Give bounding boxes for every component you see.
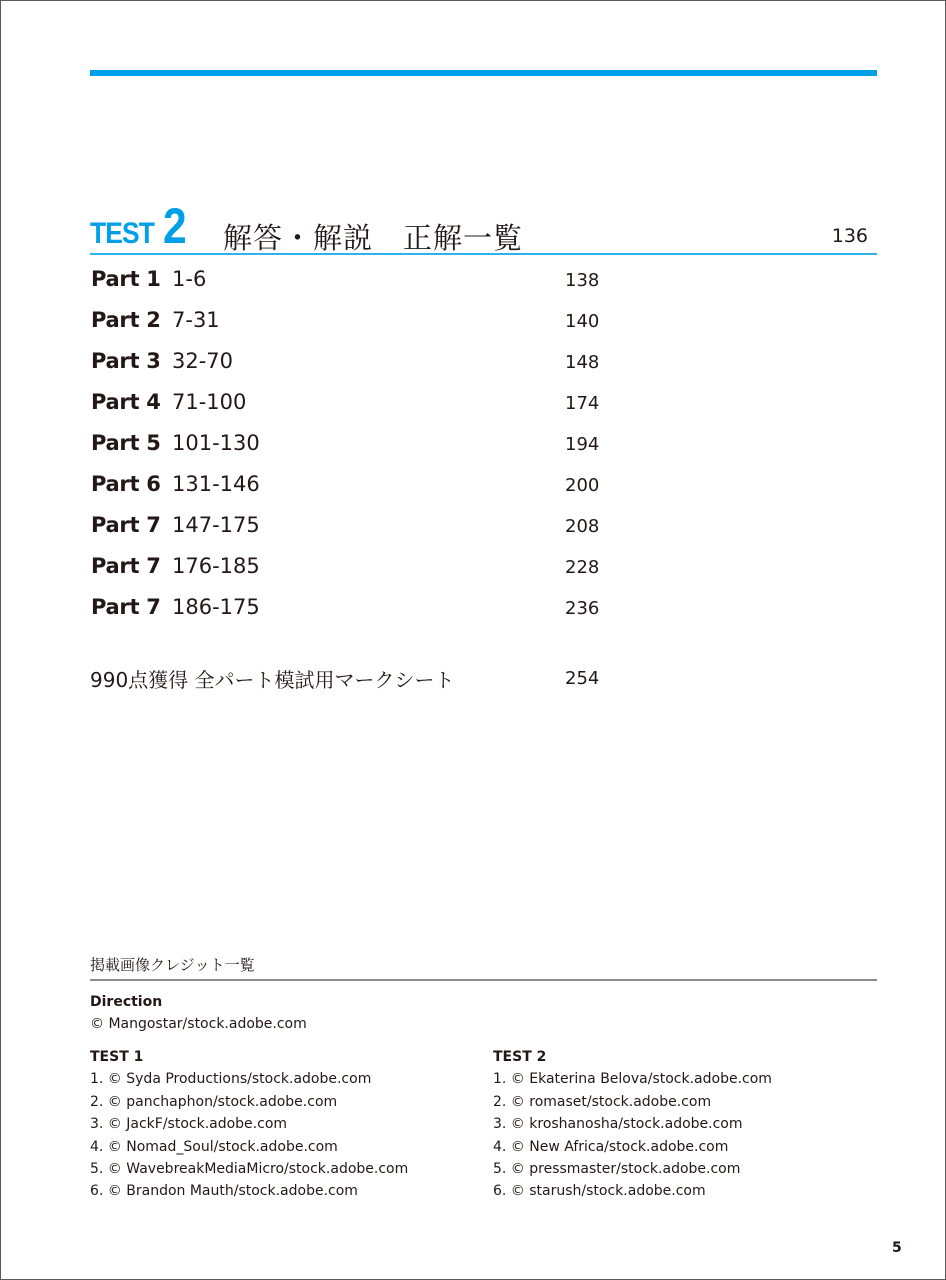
credits-divider xyxy=(90,979,877,981)
credits-test2-title: TEST 2 xyxy=(493,1049,547,1065)
toc-page-number: 200 xyxy=(565,475,600,496)
toc-question-range: 186-175 xyxy=(172,595,260,619)
credit-line: 3. © kroshanosha/stock.adobe.com xyxy=(493,1116,743,1133)
toc-row[interactable] xyxy=(90,345,610,386)
toc-question-range: 71-100 xyxy=(172,390,247,414)
toc-page-number: 236 xyxy=(565,598,600,619)
toc-page-number: 228 xyxy=(565,557,600,578)
toc-row[interactable] xyxy=(90,304,610,345)
toc-part-label: Part 7 xyxy=(91,513,161,537)
credit-line: 4. © New Africa/stock.adobe.com xyxy=(493,1138,729,1155)
toc-row[interactable] xyxy=(90,468,610,509)
toc-page-number: 138 xyxy=(565,270,600,291)
mark-sheet-label: 990点獲得 全パート模試用マークシート xyxy=(90,668,455,692)
section-page-number: 136 xyxy=(831,225,868,247)
test-section-header xyxy=(90,197,877,255)
toc-part-label: Part 7 xyxy=(91,595,161,619)
credits-direction xyxy=(90,991,307,1036)
credit-line: 6. © starush/stock.adobe.com xyxy=(493,1183,706,1200)
page-number: 5 xyxy=(892,1240,902,1256)
credits-test1 xyxy=(90,1046,408,1203)
credits-heading: 掲載画像クレジット一覧 xyxy=(90,956,255,974)
toc-row[interactable] xyxy=(90,550,610,591)
credit-line: 3. © JackF/stock.adobe.com xyxy=(90,1116,288,1133)
toc-list xyxy=(90,263,610,632)
toc-question-range: 7-31 xyxy=(172,308,220,332)
credit-line: 6. © Brandon Mauth/stock.adobe.com xyxy=(90,1183,358,1200)
toc-page-number: 174 xyxy=(565,393,600,414)
toc-part-label: Part 3 xyxy=(91,349,161,373)
toc-row[interactable] xyxy=(90,591,610,632)
toc-part-label: Part 5 xyxy=(91,431,161,455)
toc-part-label: Part 6 xyxy=(91,472,161,496)
toc-question-range: 147-175 xyxy=(172,513,260,537)
toc-part-label: Part 4 xyxy=(91,390,161,414)
mark-sheet-page-number: 254 xyxy=(565,668,600,689)
toc-row-mark-sheet[interactable] xyxy=(90,664,610,694)
credit-line: © Mangostar/stock.adobe.com xyxy=(90,1016,307,1033)
top-accent-bar xyxy=(90,70,877,76)
credit-line: 1. © Syda Productions/stock.adobe.com xyxy=(90,1071,372,1088)
toc-page-number: 194 xyxy=(565,434,600,455)
toc-page-number: 208 xyxy=(565,516,600,537)
toc-part-label: Part 7 xyxy=(91,554,161,578)
credit-line: 1. © Ekaterina Belova/stock.adobe.com xyxy=(493,1071,772,1088)
toc-question-range: 32-70 xyxy=(172,349,234,373)
credit-line: 5. © WavebreakMediaMicro/stock.adobe.com xyxy=(90,1161,409,1178)
credits-direction-title: Direction xyxy=(90,994,163,1010)
toc-row[interactable] xyxy=(90,427,610,468)
credits-test1-title: TEST 1 xyxy=(90,1049,144,1065)
toc-page-number: 148 xyxy=(565,352,600,373)
toc-row[interactable] xyxy=(90,263,610,304)
toc-part-label: Part 1 xyxy=(91,267,161,291)
credit-line: 4. © Nomad_Soul/stock.adobe.com xyxy=(90,1138,338,1155)
credit-line: 5. © pressmaster/stock.adobe.com xyxy=(493,1161,741,1178)
toc-page-number: 140 xyxy=(565,311,600,332)
toc-row[interactable] xyxy=(90,509,610,550)
toc-question-range: 176-185 xyxy=(172,554,260,578)
toc-question-range: 131-146 xyxy=(172,472,260,496)
test-label: TEST xyxy=(90,217,154,250)
toc-question-range: 101-130 xyxy=(172,431,260,455)
toc-part-label: Part 2 xyxy=(91,308,161,332)
test-number: 2 xyxy=(163,198,187,254)
credit-line: 2. © panchaphon/stock.adobe.com xyxy=(90,1093,338,1110)
section-title: 解答・解説 正解一覧 xyxy=(223,221,524,255)
credit-line: 2. © romaset/stock.adobe.com xyxy=(493,1093,712,1110)
toc-row[interactable] xyxy=(90,386,610,427)
credits-test2 xyxy=(493,1046,772,1203)
toc-question-range: 1-6 xyxy=(172,267,207,291)
